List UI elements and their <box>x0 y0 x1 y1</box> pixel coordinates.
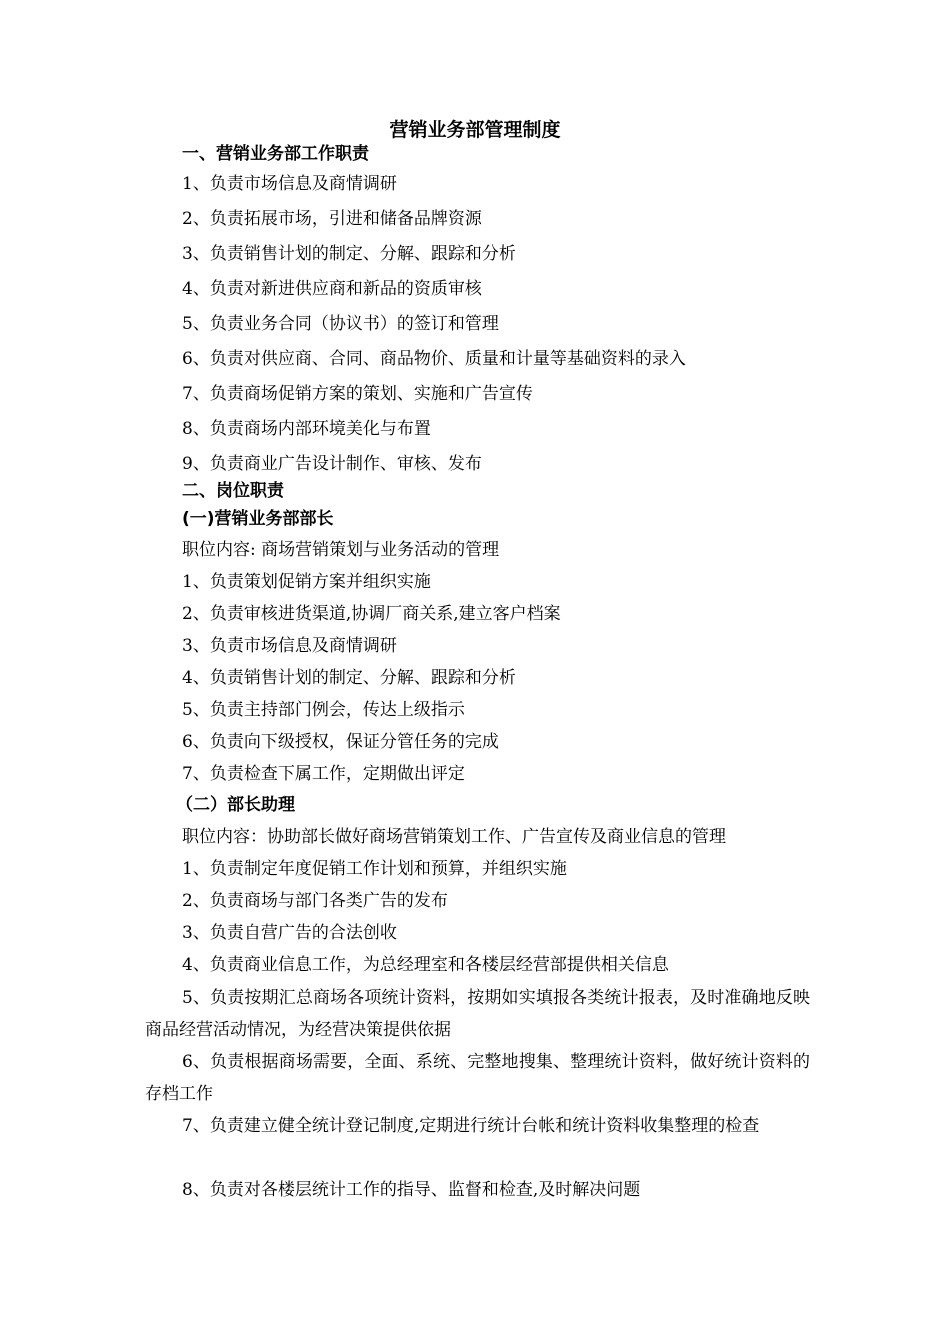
sub1-item: 4、负责销售计划的制定、分解、跟踪和分析 <box>182 668 516 688</box>
sub2-paragraph: 7、负责建立健全统计登记制度,定期进行统计台帐和统计资料收集整理的检查 <box>182 1116 760 1136</box>
section1-item: 2、负责拓展市场，引进和储备品牌资源 <box>182 209 482 229</box>
sub1-item: 2、负责审核进货渠道,协调厂商关系,建立客户档案 <box>182 604 561 624</box>
sub1-intro: 职位内容: 商场营销策划与业务活动的管理 <box>182 540 500 560</box>
sub1-item: 5、负责主持部门例会，传达上级指示 <box>182 700 465 720</box>
document-title: 营销业务部管理制度 <box>389 119 561 141</box>
sub2-item: 4、负责商业信息工作，为总经理室和各楼层经营部提供相关信息 <box>182 955 669 975</box>
sub1-heading: (一)营销业务部部长 <box>182 509 334 529</box>
section1-item: 8、负责商场内部环境美化与布置 <box>182 419 431 439</box>
section1-item: 4、负责对新进供应商和新品的资质审核 <box>182 279 482 299</box>
sub2-paragraph: 6、负责根据商场需要，全面、系统、完整地搜集、整理统计资料，做好统计资料的存档工作 <box>145 1052 810 1104</box>
sub2-intro: 职位内容：协助部长做好商场营销策划工作、广告宣传及商业信息的管理 <box>182 827 726 847</box>
sub1-item: 6、负责向下级授权，保证分管任务的完成 <box>182 732 499 752</box>
section1-item: 6、负责对供应商、合同、商品物价、质量和计量等基础资料的录入 <box>182 349 686 369</box>
section1-item: 9、负责商业广告设计制作、审核、发布 <box>182 454 482 474</box>
sub2-heading: （二）部长助理 <box>176 795 295 815</box>
section1-item: 5、负责业务合同（协议书）的签订和管理 <box>182 314 499 334</box>
sub1-item: 7、负责检查下属工作，定期做出评定 <box>182 764 465 784</box>
sub2-item: 3、负责自营广告的合法创收 <box>182 923 397 943</box>
section1-item: 1、负责市场信息及商情调研 <box>182 174 397 194</box>
section2-heading: 二、岗位职责 <box>182 481 284 501</box>
section1-heading: 一、营销业务部工作职责 <box>182 144 369 164</box>
sub2-item: 1、负责制定年度促销工作计划和预算，并组织实施 <box>182 859 567 879</box>
section1-item: 7、负责商场促销方案的策划、实施和广告宣传 <box>182 384 533 404</box>
section1-item: 3、负责销售计划的制定、分解、跟踪和分析 <box>182 244 516 264</box>
sub2-paragraph: 8、负责对各楼层统计工作的指导、监督和检查,及时解决问题 <box>182 1180 641 1200</box>
sub1-item: 3、负责市场信息及商情调研 <box>182 636 397 656</box>
sub1-item: 1、负责策划促销方案并组织实施 <box>182 572 431 592</box>
sub2-paragraph: 5、负责按期汇总商场各项统计资料，按期如实填报各类统计报表，及时准确地反映商品经营活动情况，为经营决策提供依据 <box>145 988 810 1040</box>
sub2-item: 2、负责商场与部门各类广告的发布 <box>182 891 448 911</box>
